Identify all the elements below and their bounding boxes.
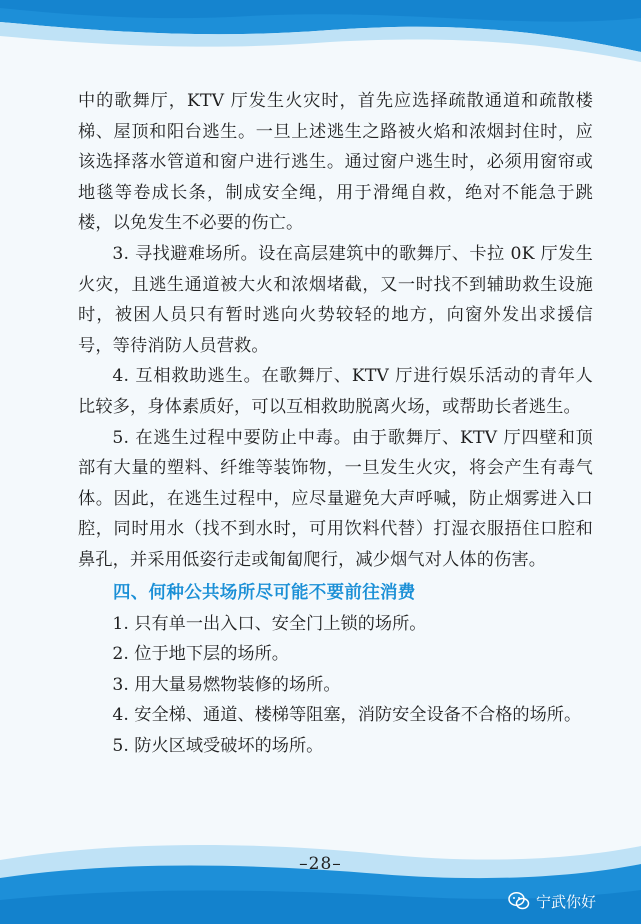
- paragraph-step-5: 5. 在逃生过程中要防止中毒。由于歌舞厅、KTV 厅四壁和顶部有大量的塑料、纤维等装饰物，一旦发生火灾，将会产生有毒气体。因此，在逃生过程中，应尽量避免大声呼喊，防止烟雾进入口腔，同时用水（找不到水时，可用饮料代替）打湿衣服捂住口腔和鼻孔，并采用低姿行走或匍匐爬行，减少烟气对人体的伤害。: [78, 427, 593, 570]
- paragraph-step-3: 3. 寻找避难场所。设在高层建筑中的歌舞厅、卡拉 0K 厅发生火灾，且逃生通道被大火和浓烟堵截，又一时找不到辅助救生设施时，被困人员只有暂时逃向火势较轻的地方，向窗外发出求援信号，等待消防人员营救。: [78, 243, 593, 356]
- watermark: [508, 888, 596, 914]
- paragraph: 中的歌舞厅，KTV 厅发生火灾时，首先应选择疏散通道和疏散楼梯、屋顶和阳台逃生。一旦上述逃生之路被火焰和浓烟封住时，应该选择落水管道和窗户进行逃生。通过窗户逃生时，必须用窗帘或地毯等卷成长条，制成安全绳，用于滑绳自救，绝对不能急于跳楼，以免发生不必要的伤亡。: [78, 91, 593, 234]
- page-number: –28–: [299, 854, 342, 874]
- paragraph-step-4: 4. 互相救助逃生。在歌舞厅、KTV 厅进行娱乐活动的青年人比较多，身体素质好，可以互相救助脱离火场，或帮助长者逃生。: [78, 366, 593, 417]
- wechat-icon: [508, 891, 530, 911]
- page-content: [78, 86, 593, 761]
- section-heading: 四、何种公共场所尽可能不要前往消费: [113, 582, 416, 603]
- list-item: 4. 安全梯、通道、楼梯等阻塞，消防安全设备不合格的场所。: [112, 705, 582, 726]
- list-item: 3. 用大量易燃物装修的场所。: [112, 674, 341, 695]
- watermark-text: 宁武你好: [536, 892, 597, 911]
- places-to-avoid-list: [78, 609, 593, 762]
- list-item: 2. 位于地下层的场所。: [112, 644, 289, 665]
- list-item: 5. 防火区域受破坏的场所。: [112, 735, 324, 756]
- paragraphs-before: [78, 86, 593, 576]
- list-item: 1. 只有单一出入口、安全门上锁的场所。: [112, 613, 427, 634]
- top-wave-decoration: [0, 0, 641, 95]
